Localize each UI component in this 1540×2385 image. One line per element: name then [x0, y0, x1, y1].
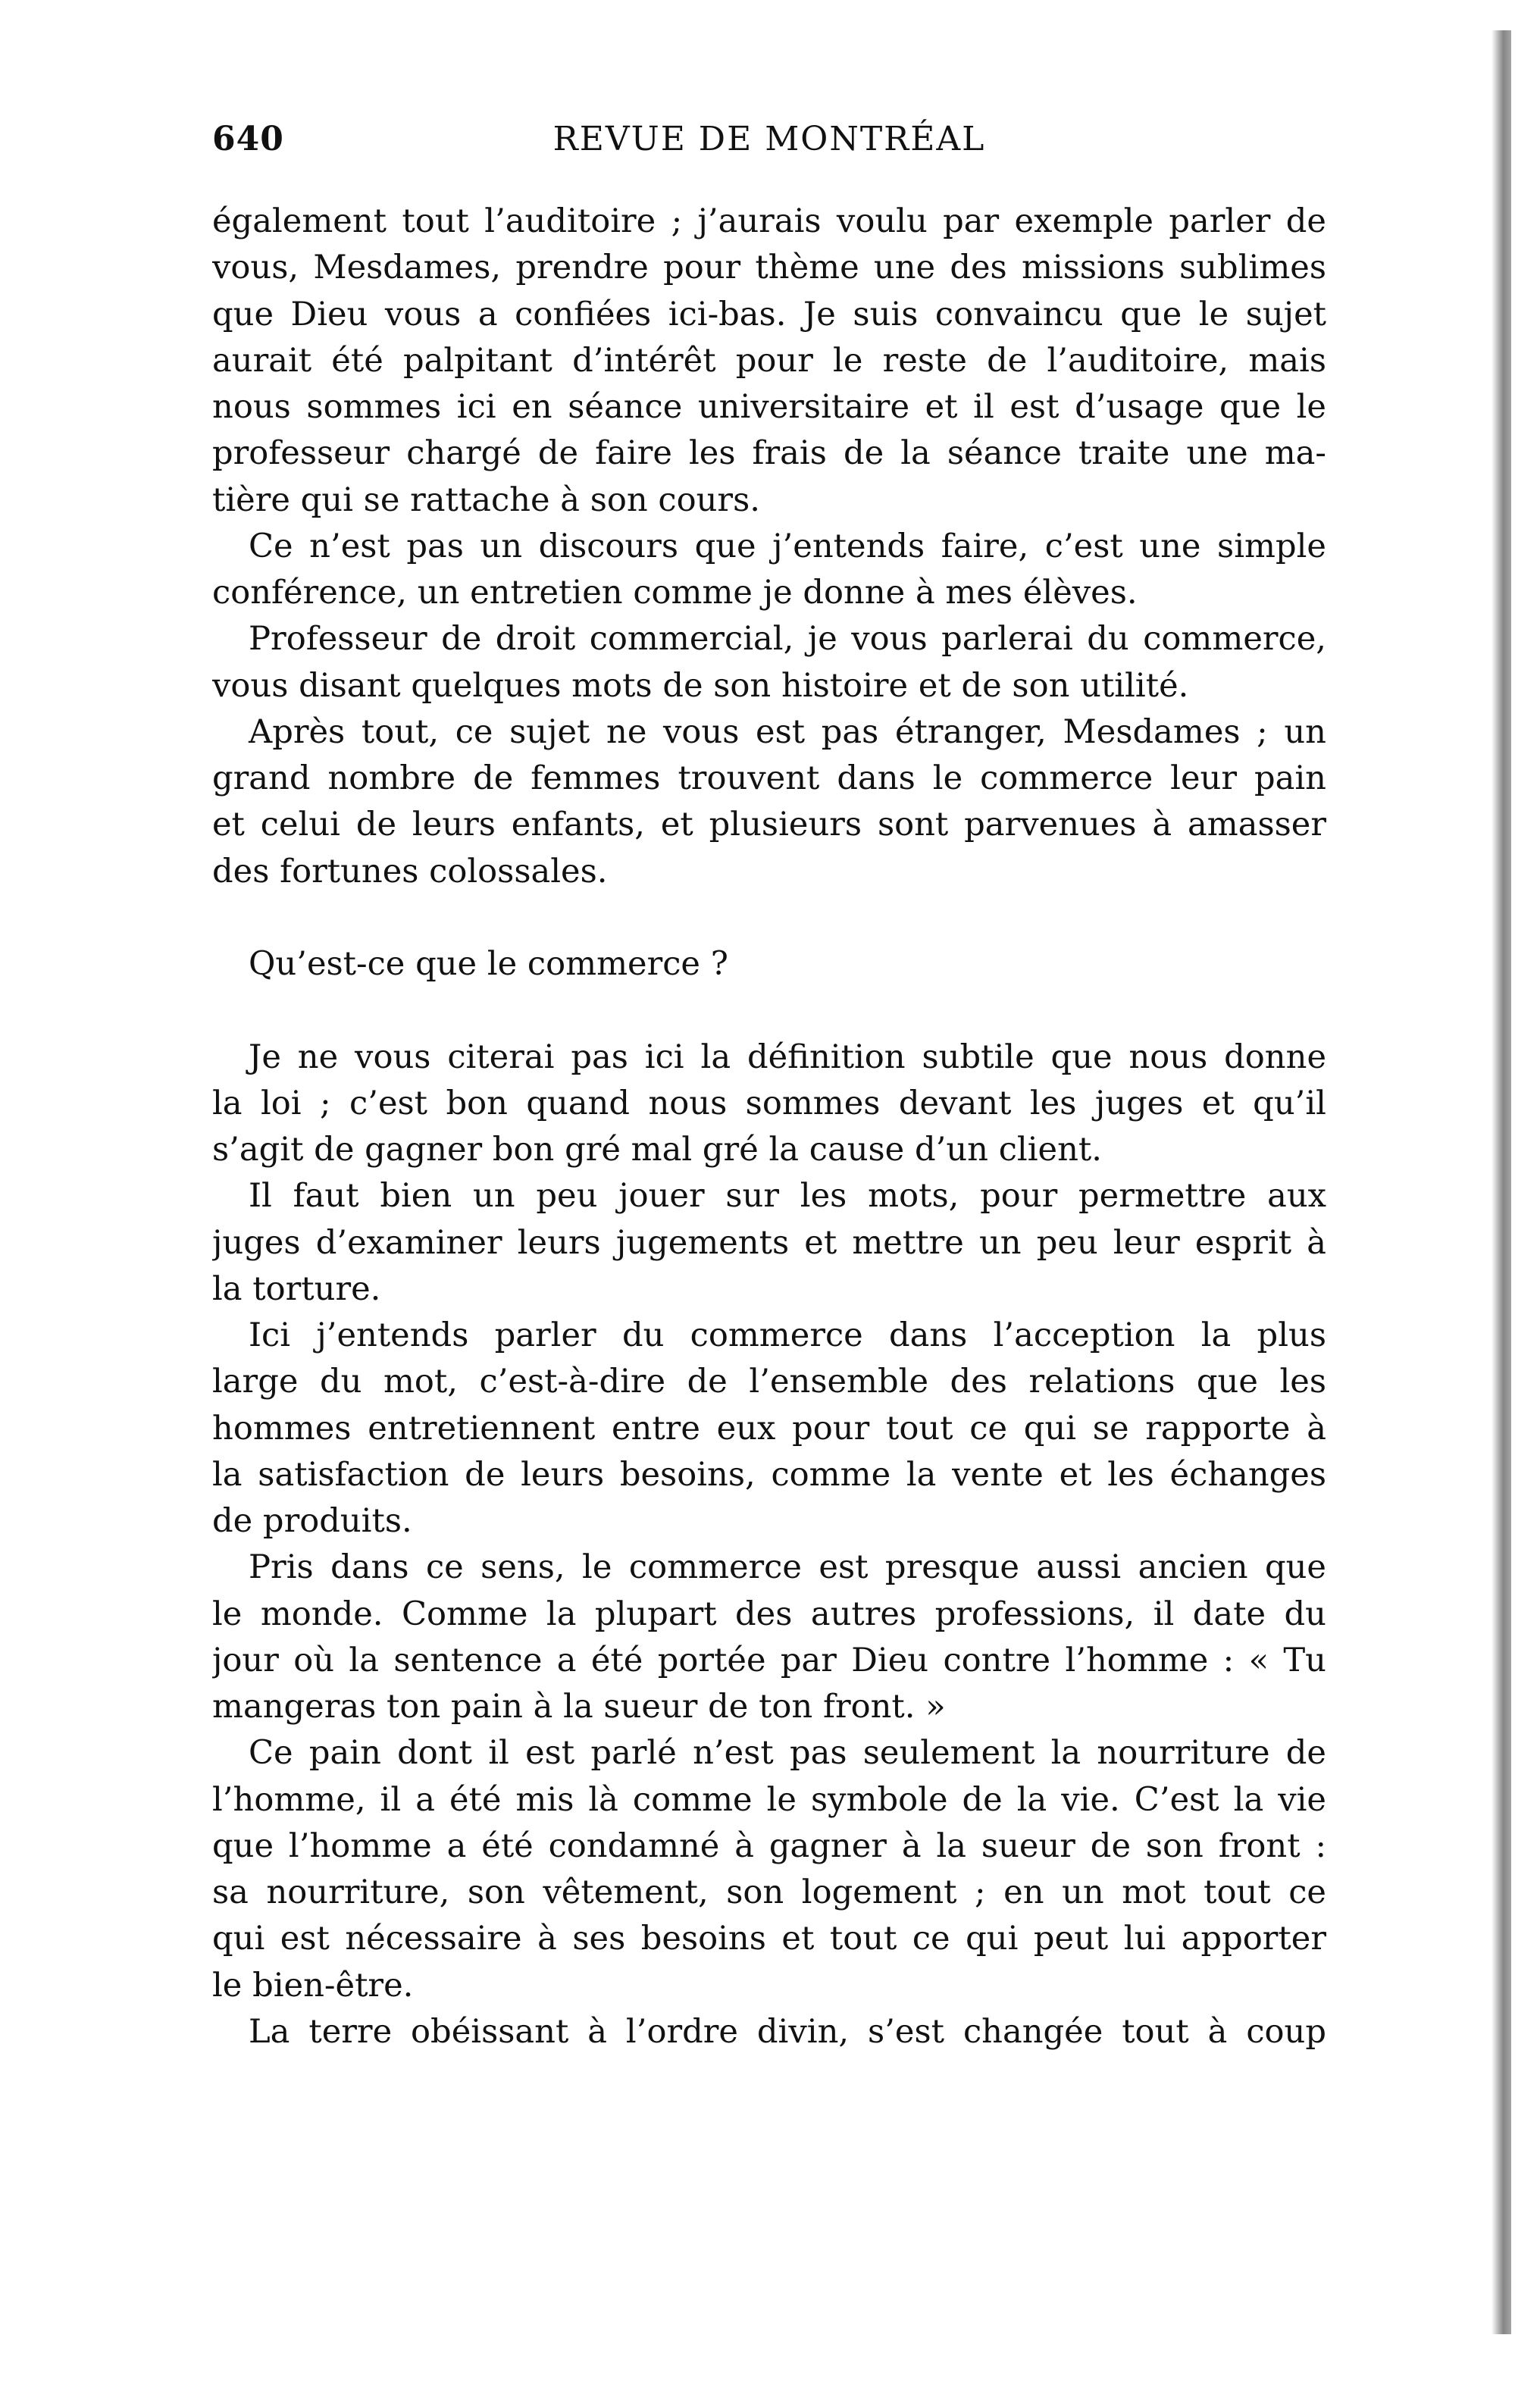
text-line: aurait été palpitant d’intérêt pour le reste de l’auditoire, mais	[212, 341, 1326, 380]
text-line: la loi ; c’est bon quand nous sommes devant les juges et qu’il	[212, 1084, 1326, 1122]
text-line: juges d’examiner leurs jugements et mettre un peu leur esprit à	[212, 1223, 1326, 1262]
page-number: 640	[212, 120, 284, 158]
text-line: de produits.	[212, 1502, 412, 1540]
text-line: Ici j’entends parler du commerce dans l’acception la plus	[249, 1316, 1326, 1354]
text-line: conférence, un entretien comme je donne à mes élèves.	[212, 574, 1138, 612]
text-line: Il faut bien un peu jouer sur les mots, pour permettre aux	[249, 1177, 1326, 1216]
text-line: Après tout, ce sujet ne vous est pas étranger, Mesdames ; un	[249, 712, 1326, 751]
section-spacer	[212, 895, 1326, 941]
text-line: la torture.	[212, 1269, 381, 1308]
page-header	[212, 120, 1326, 173]
text-line: sa nourriture, son vêtement, son logement ; en un mot tout ce	[212, 1873, 1326, 1911]
text-line: le monde. Comme la plupart des autres professions, il date du	[212, 1595, 1326, 1633]
text-line: Ce pain dont il est parlé n’est pas seulement la nourriture de	[249, 1734, 1326, 1773]
body-text	[212, 199, 1326, 2055]
text-line: également tout l’auditoire ; j’aurais voulu par exemple parler de	[212, 202, 1326, 240]
text-line: s’agit de gagner bon gré mal gré la cause d’un client.	[212, 1131, 1102, 1169]
text-line: l’homme, il a été mis là comme le symbole de la vie. C’est la vie	[212, 1780, 1326, 1819]
running-title: REVUE DE MONTRÉAL	[552, 120, 986, 158]
text-line: vous, Mesdames, prendre pour thème une des missions sublimes	[212, 249, 1326, 287]
text-line: grand nombre de femmes trouvent dans le commerce leur pain	[212, 759, 1326, 797]
section-spacer	[212, 987, 1326, 1034]
text-line: Pris dans ce sens, le commerce est presque aussi ancien que	[249, 1548, 1326, 1587]
text-line: que l’homme a été condamné à gagner à la sueur de son front :	[212, 1826, 1326, 1865]
text-line: large du mot, c’est-à-dire de l’ensemble des relations que les	[212, 1363, 1326, 1401]
text-line: professeur chargé de faire les frais de la séance traite une ma-	[212, 434, 1326, 473]
text-line: Je ne vous citerai pas ici la définition subtile que nous donne	[249, 1038, 1326, 1076]
text-line: Ce n’est pas un discours que j’entends faire, c’est une simple	[249, 527, 1326, 565]
text-line: le bien-être.	[212, 1966, 414, 2005]
scanned-page-edge	[1491, 30, 1511, 2334]
text-line: Professeur de droit commercial, je vous parlerai du commerce,	[249, 620, 1326, 659]
text-line: nous sommes ici en séance universitaire et il est d’usage que le	[212, 388, 1326, 426]
text-line: et celui de leurs enfants, et plusieurs sont parvenues à amasser	[212, 806, 1326, 844]
text-line: des fortunes colossales.	[212, 852, 608, 890]
text-line: hommes entretiennent entre eux pour tout ce qui se rapporte à	[212, 1409, 1326, 1448]
text-line: vous disant quelques mots de son histoire et de son utilité.	[212, 666, 1189, 705]
text-line: la satisfaction de leurs besoins, comme la vente et les échanges	[212, 1455, 1326, 1494]
text-line: jour où la sentence a été portée par Dieu contre l’homme : « Tu	[212, 1641, 1326, 1679]
text-line: tière qui se rattache à son cours.	[212, 480, 760, 519]
text-line: La terre obéissant à l’ordre divin, s’est changée tout à coup	[249, 2012, 1326, 2051]
section-heading: Qu’est-ce que le commerce ?	[249, 945, 728, 983]
text-line: qui est nécessaire à ses besoins et tout ce qui peut lui apporter	[212, 1920, 1326, 1958]
text-line: mangeras ton pain à la sueur de ton front. »	[212, 1688, 946, 1726]
text-line: que Dieu vous a confiées ici-bas. Je suis convaincu que le sujet	[212, 295, 1326, 333]
